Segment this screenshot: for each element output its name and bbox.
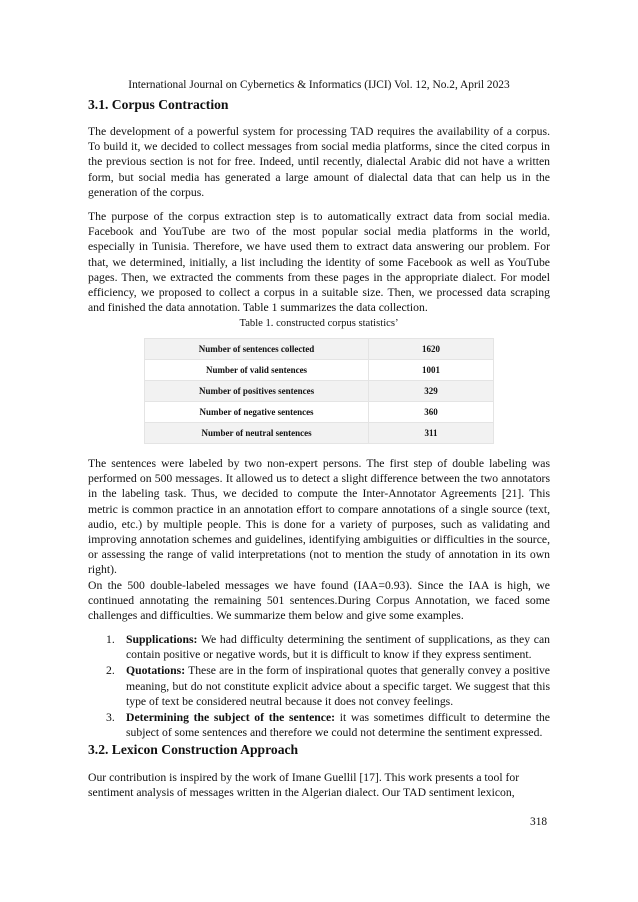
list-item [88, 710, 550, 740]
list-number: 1. [106, 633, 115, 646]
list-term: Quotations: [126, 664, 186, 678]
table-row [145, 339, 494, 360]
section-title-corpus: 3.1. Corpus Contraction [88, 97, 229, 112]
table-cell-label: Number of valid sentences [145, 360, 369, 381]
list-number: 3. [106, 711, 115, 725]
list-term: Supplications: [126, 633, 198, 646]
table-cell-value: 1620 [369, 339, 494, 360]
list-item [88, 632, 550, 662]
table-cell-value: 329 [369, 381, 494, 402]
table-row [145, 360, 494, 381]
table-row [145, 423, 494, 444]
list-item [88, 663, 550, 709]
table-cell-label: Number of neutral sentences [145, 423, 369, 444]
table-cell-value: 311 [369, 423, 494, 444]
paragraph-lexicon: Our contribution is inspired by the work of Imane Guellil [17]. This work presents a tool for sentiment analysis of messages written in the Algerian dialect. Our TAD sentiment lexicon, [88, 771, 520, 800]
table-cell-label: Number of positives sentences [145, 381, 369, 402]
list-text: These are in the form of inspirational quotes that generally convey a positive meaning, but do not constitute explicit advice about a specific target. We suggest that this type of text be considered neutral because it does not convey feelings. [126, 664, 550, 708]
table-row [145, 381, 494, 402]
running-header: International Journal on Cybernetics & Informatics (IJCI) Vol. 12, No.2, April 2023 [128, 79, 510, 91]
table-caption: Table 1. constructed corpus statistics’ [239, 318, 399, 329]
table-cell-value: 1001 [369, 360, 494, 381]
section-title-lexicon: 3.2. Lexicon Construction Approach [88, 742, 299, 757]
paragraph-corpus-extraction: The purpose of the corpus extraction step is to automatically extract data from social media. Facebook and YouTube are two of the most popular social media platforms in the world, especially in Tunisia. Therefore, we have used them to extract data answering our problem. For that, we determined, initially, a list including the identity of some Facebook as well as YouTube pages. Then, we extracted the comments from these pages in the appropriate dialect. For model efficiency, we proposed to collect a corpus in a suitable size. Then, we processed data scraping and finished the data annotation. Table 1 summarizes the data collection. [88, 210, 550, 315]
table-cell-label: Number of sentences collected [145, 339, 369, 360]
paragraph-corpus-intro: The development of a powerful system for processing TAD requires the availability of a corpus. To build it, we decided to collect messages from social media platforms, since the cited corpus in the previous section is not for free. Indeed, until recently, dialectal Arabic did not have a written form, but social media has generated a large amount of dialectal data that can help us in the generation of the corpus. [88, 125, 550, 199]
list-term: Determining the subject of the sentence: [126, 711, 336, 725]
paragraph-labeling: The sentences were labeled by two non-expert persons. The first step of double labeling was performed on 500 messages. It allowed us to detect a slight difference between the two annotators in the labeling task. Thus, we decided to compute the Inter-Annotator Agreements [21]. This metric is common practice in an annotation effort to compare annotations of a single source (text, audio, etc.) by multiple people. This is done for a variety of purposes, such as validating and improving annotation schemes and guidelines, identifying ambiguities or difficulties in the source, or assessing the range of valid interpretations (not to mention the study of annotation in its own right). [88, 457, 550, 577]
table-cell-label: Number of negative sentences [145, 402, 369, 423]
difficulties-list [88, 632, 550, 741]
paragraph-iaa: On the 500 double-labeled messages we have found (IAA=0.93). Since the IAA is high, we continued annotating the remaining 501 sentences.During Corpus Annotation, we faced some challenges and difficulties. We summarize them below and give some examples. [88, 579, 550, 623]
corpus-statistics-table [144, 338, 494, 444]
page-number: 318 [530, 816, 548, 828]
table-row [145, 402, 494, 423]
list-number: 2. [106, 664, 115, 678]
list-text: it was sometimes difficult to determine the subject of some sentences and therefore we could not determine the sentiment expressed. [126, 711, 550, 740]
table-cell-value: 360 [369, 402, 494, 423]
list-text: We had difficulty determining the sentiment of supplications, as they can contain positive or negative words, but it is difficult to know if they express sentiment. [126, 633, 550, 662]
